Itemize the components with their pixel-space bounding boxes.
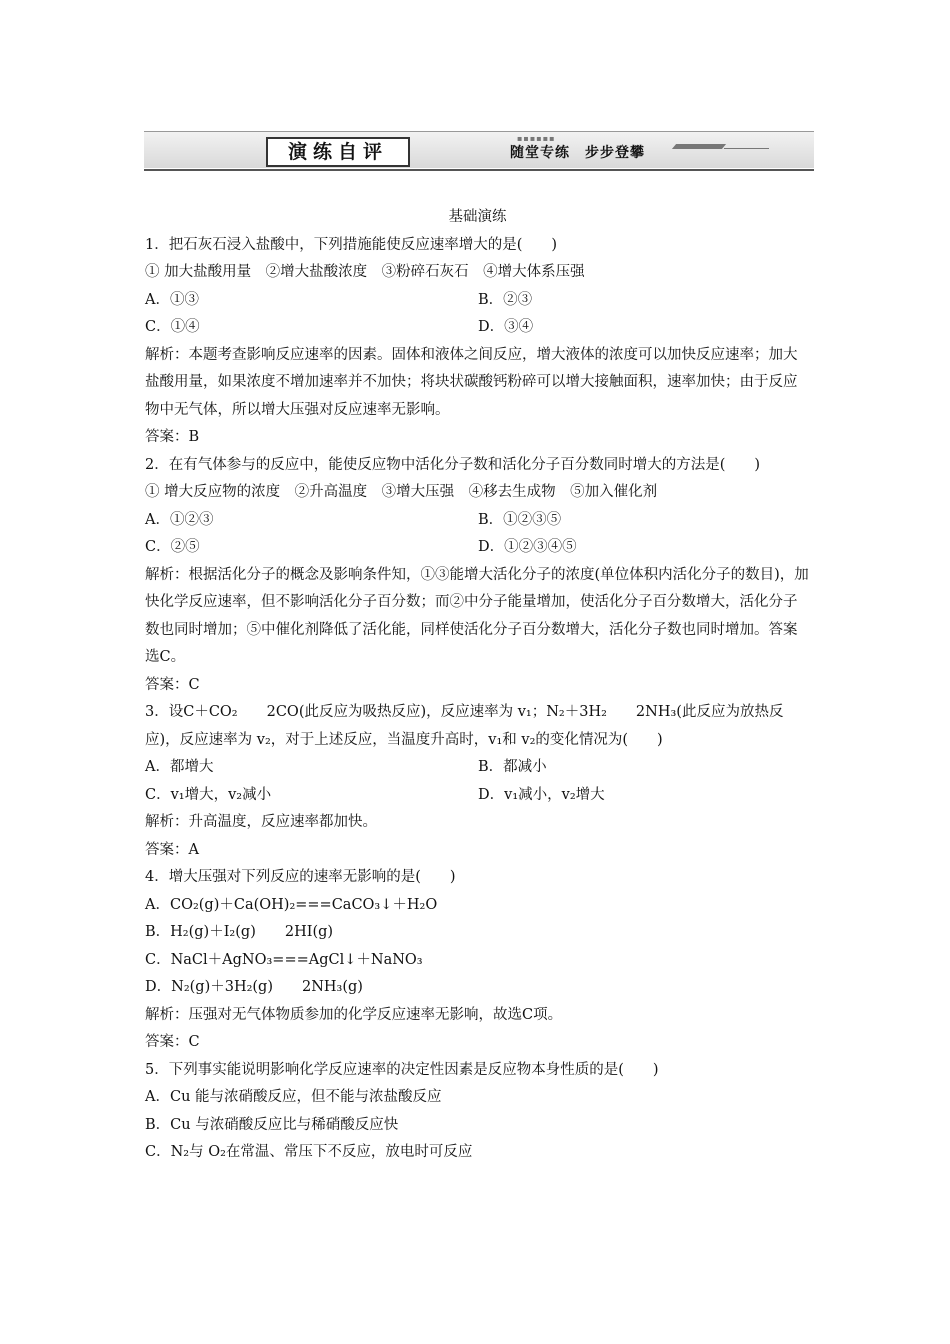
option-d: D．①②③④⑤ — [478, 539, 577, 555]
question-3-analysis: 解析：升高温度，反应速率都加快。 — [145, 814, 377, 830]
option-a: A．都增大 — [145, 759, 214, 775]
banner-title-box: 演练自评 — [266, 137, 410, 167]
banner-decoration — [672, 144, 726, 149]
question-1-stem: 1．把石灰石浸入盐酸中，下列措施能使反应速率增大的是( ) — [145, 236, 558, 253]
banner-subtitle: 随堂专练 步步登攀 — [510, 145, 645, 161]
question-1-measures: ① 加大盐酸用量 ②增大盐酸浓度 ③粉碎石灰石 ④增大体系压强 — [145, 264, 585, 280]
banner-decoration-line — [724, 148, 769, 149]
option-c: C．②⑤ — [145, 539, 200, 555]
option-c: C．N₂与 O₂在常温、常压下不反应，放电时可反应 — [145, 1144, 473, 1160]
question-4-analysis: 解析：压强对无气体物质参加的化学反应速率无影响，故选C项。 — [145, 1006, 563, 1023]
question-1-answer: 答案：B — [145, 429, 200, 445]
question-2-options-cd — [145, 534, 810, 562]
question-1-options-ab — [145, 287, 810, 315]
question-5-stem: 5．下列事实能说明影响化学反应速率的决定性因素是反应物本身性质的是( ) — [145, 1061, 659, 1078]
banner-background — [144, 131, 814, 168]
question-4-stem: 4．增大压强对下列反应的速率无影响的是( ) — [145, 869, 456, 885]
question-2-options-ab — [145, 507, 810, 535]
option-a: A．CO₂(g)＋Ca(OH)₂===CaCO₃↓＋H₂O — [145, 896, 438, 913]
question-2-measures: ① 增大反应物的浓度 ②升高温度 ③增大压强 ④移去生成物 ⑤加入催化剂 — [145, 484, 658, 500]
question-3-options-ab — [145, 754, 810, 782]
question-3-stem: 3．设C＋CO₂ 2CO(此反应为吸热反应)，反应速率为 v₁；N₂＋3H₂ 2NH₃(此反应为放热反应)，反应速率为 v₂，对于上述反应，当温度升高时，v₁和 v₂的变化情况为( ) — [145, 704, 784, 748]
banner-underline — [144, 169, 814, 171]
option-c: C．①④ — [145, 319, 200, 335]
option-b: B．都减小 — [478, 759, 547, 775]
option-a: A．①②③ — [145, 511, 214, 528]
option-a: A．Cu 能与浓硝酸反应，但不能与浓盐酸反应 — [145, 1089, 442, 1105]
option-b: B．H₂(g)＋I₂(g) 2HI(g) — [145, 924, 334, 940]
option-a: A．①③ — [145, 291, 199, 308]
question-2-stem: 2．在有气体参与的反应中，能使反应物中活化分子数和活化分子百分数同时增大的方法是( ) — [145, 456, 761, 473]
option-b: B．②③ — [478, 291, 533, 308]
option-c: C．NaCl＋AgNO₃===AgCl↓＋NaNO₃ — [145, 951, 423, 968]
question-4-answer: 答案：C — [145, 1034, 200, 1050]
exercise-content — [145, 204, 810, 1167]
section-title: 基础演练 — [448, 209, 507, 225]
question-3-answer: 答案：A — [145, 841, 199, 858]
question-3-options-cd — [145, 782, 810, 810]
option-b: B．①②③⑤ — [478, 511, 562, 528]
option-b: B．Cu 与浓硝酸反应比与稀硝酸反应快 — [145, 1116, 399, 1133]
question-1-analysis: 解析：本题考查影响反应速率的因素。固体和液体之间反应，增大液体的浓度可以加快反应速率；加大盐酸用量，如果浓度不增加速率并不加快；将块状碳酸钙粉碎可以增大接触面积，速率加快；由于反应物中无气体，所以增大压强对反应速率无影响。 — [145, 346, 798, 418]
option-d: D．v₁减小，v₂增大 — [478, 786, 605, 803]
question-2-analysis: 解析：根据活化分子的概念及影响条件知，①③能增大活化分子的浓度(单位体积内活化分子的数目)，加快化学反应速率，但不影响活化分子百分数；而②中分子能量增加，使活化分子百分数增大，活化分子数也同时增加；⑤中催化剂降低了活化能，同样使活化分子百分数增大，活化分子数也同时增加。答案选C。 — [145, 566, 809, 665]
question-2-answer: 答案：C — [145, 676, 200, 693]
section-banner — [144, 131, 814, 173]
banner-dots: ▪▪▪▪▪▪ — [517, 134, 556, 143]
option-d: D．N₂(g)＋3H₂(g) 2NH₃(g) — [145, 979, 363, 995]
option-c: C．v₁增大，v₂减小 — [145, 786, 272, 803]
option-d: D．③④ — [478, 319, 534, 335]
question-1-options-cd — [145, 314, 810, 342]
